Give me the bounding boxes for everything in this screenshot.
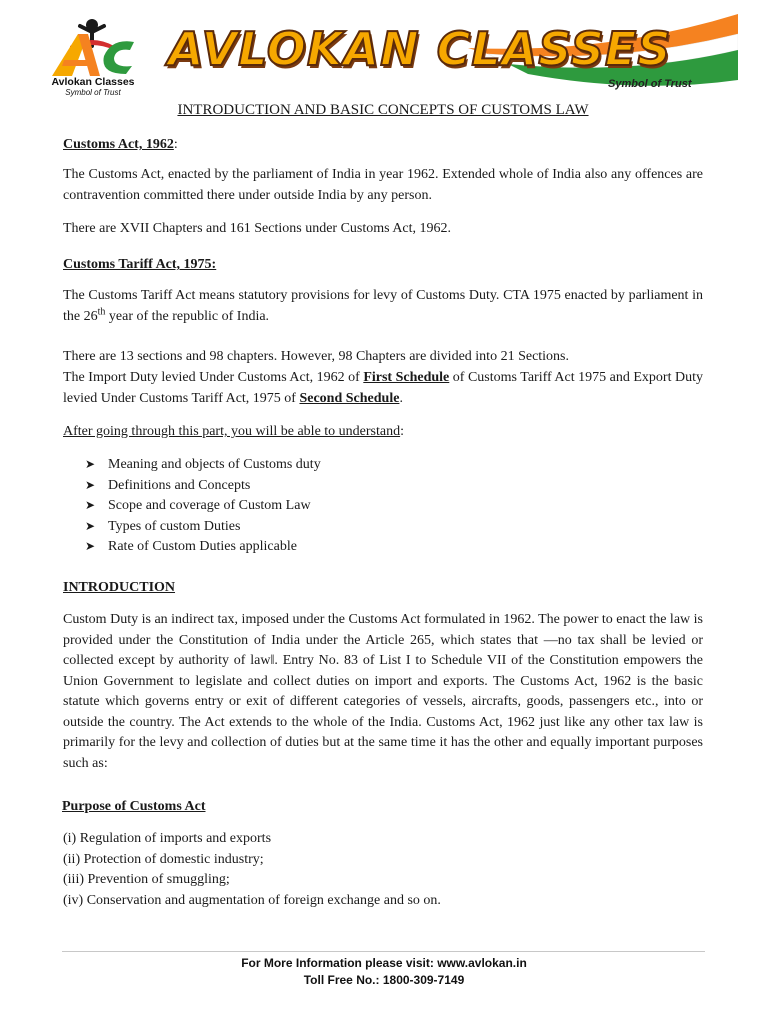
- arrow-bullet-icon: ➤: [85, 477, 96, 492]
- understand-intro-text: After going through this part, you will be able to understand: [63, 424, 401, 439]
- list-item: [85, 516, 321, 537]
- tariff-p3-b: of Customs Tariff Act 1975 and Export Duty levied Under Customs Tariff Act, 1975 of: [63, 370, 703, 406]
- list-item: [85, 475, 321, 496]
- list-item-text: Definitions and Concepts: [108, 477, 251, 493]
- page-title: INTRODUCTION AND BASIC CONCEPTS OF CUSTOMS LAW: [177, 102, 589, 118]
- heading-colon: :: [173, 137, 178, 152]
- list-item: (ii) Protection of domestic industry;: [63, 851, 264, 867]
- list-item: [85, 536, 321, 557]
- introduction-heading-text: INTRODUCTION: [63, 580, 176, 595]
- customs-act-paragraph-2: There are XVII Chapters and 161 Sections under Customs Act, 1962.: [63, 221, 452, 236]
- introduction-paragraph: Custom Duty is an indirect tax, imposed under the Customs Act formulated in 1962. The power to enact the law is provided under the Constitution of India under the Article 265, which states that —no tax shall be levied or collected except by authority of law‖. Entry No. 83 of List I to Schedule VII of the Constitution empowers the Union Government to legislate and collect duties on import and exports. The Customs Act, 1962 is the basic statute which governs entry or exit of different categories of vessels, aircrafts, goods, passengers etc., into or outside the country. The Act extends to the whole of the India. Customs Act, 1962 just like any other tax law is primarily for the levy and collection of duties but at the same time it has the other and equally important purposes such as:: [63, 612, 703, 771]
- tariff-p1-a: The Customs Tariff Act means statutory provisions for levy of Customs Duty. CTA 1975 enacted by parliament in the 26: [63, 288, 703, 324]
- list-item-text: Scope and coverage of Custom Law: [108, 498, 311, 513]
- tariff-p3-a: The Import Duty levied Under Customs Act, 1962 of: [63, 370, 364, 385]
- purpose-list: [63, 829, 703, 911]
- tariff-p3-c: .: [399, 391, 403, 406]
- arrow-bullet-icon: ➤: [85, 539, 96, 553]
- introduction-heading: [63, 577, 703, 598]
- footer-website: For More Information please visit: www.avlokan.in: [241, 956, 527, 970]
- understand-intro: [63, 421, 703, 442]
- list-item: [85, 454, 321, 475]
- page-header: [38, 14, 738, 96]
- arrow-bullet-icon: ➤: [85, 498, 96, 512]
- learning-objectives-list: [85, 454, 321, 557]
- avlokan-logo-icon: [42, 16, 142, 78]
- tariff-p1-sup: th: [97, 306, 106, 318]
- second-schedule-label: Second Schedule: [299, 391, 400, 406]
- tariff-paragraph-3: [63, 367, 703, 409]
- brand-wordmark: AVLOKAN CLASSES: [168, 22, 672, 76]
- arrow-bullet-icon: ➤: [85, 518, 96, 533]
- understand-colon: :: [400, 424, 404, 439]
- footer-divider: [62, 951, 705, 952]
- list-item: (i) Regulation of imports and exports: [63, 831, 272, 846]
- purpose-heading: [62, 796, 702, 817]
- arrow-bullet-icon: ➤: [85, 457, 96, 471]
- tariff-heading-text: Customs Tariff Act, 1975:: [63, 257, 217, 272]
- first-schedule-label: First Schedule: [363, 370, 450, 385]
- brand-slogan: Symbol of Trust: [608, 78, 692, 90]
- tariff-paragraph-1: [63, 285, 703, 327]
- tariff-heading: [63, 254, 703, 275]
- list-item: (iv) Conservation and augmentation of foreign exchange and so on.: [63, 892, 441, 908]
- list-item-text: Meaning and objects of Customs duty: [108, 457, 321, 472]
- logo-tagline: Symbol of Trust: [65, 88, 121, 97]
- list-item-text: Rate of Custom Duties applicable: [108, 539, 297, 554]
- customs-act-heading: Customs Act, 1962: [63, 137, 174, 152]
- tariff-paragraph-2: There are 13 sections and 98 chapters. However, 98 Chapters are divided into 21 Sections.: [63, 349, 570, 364]
- purpose-heading-text: Purpose of Customs Act: [62, 799, 206, 814]
- customs-act-paragraph-1: The Customs Act, enacted by the parliament of India in year 1962. Extended whole of India also any offences are contravention committed there under outside India by any person.: [63, 167, 703, 203]
- customs-act-heading-line: [63, 134, 703, 155]
- tariff-p1-b: year of the republic of India.: [105, 309, 270, 324]
- list-item: (iii) Prevention of smuggling;: [63, 872, 230, 887]
- footer-tollfree: Toll Free No.: 1800-309-7149: [303, 973, 465, 987]
- list-item: [85, 495, 321, 516]
- logo-name: Avlokan Classes: [51, 76, 135, 88]
- list-item-text: Types of custom Duties: [108, 518, 241, 534]
